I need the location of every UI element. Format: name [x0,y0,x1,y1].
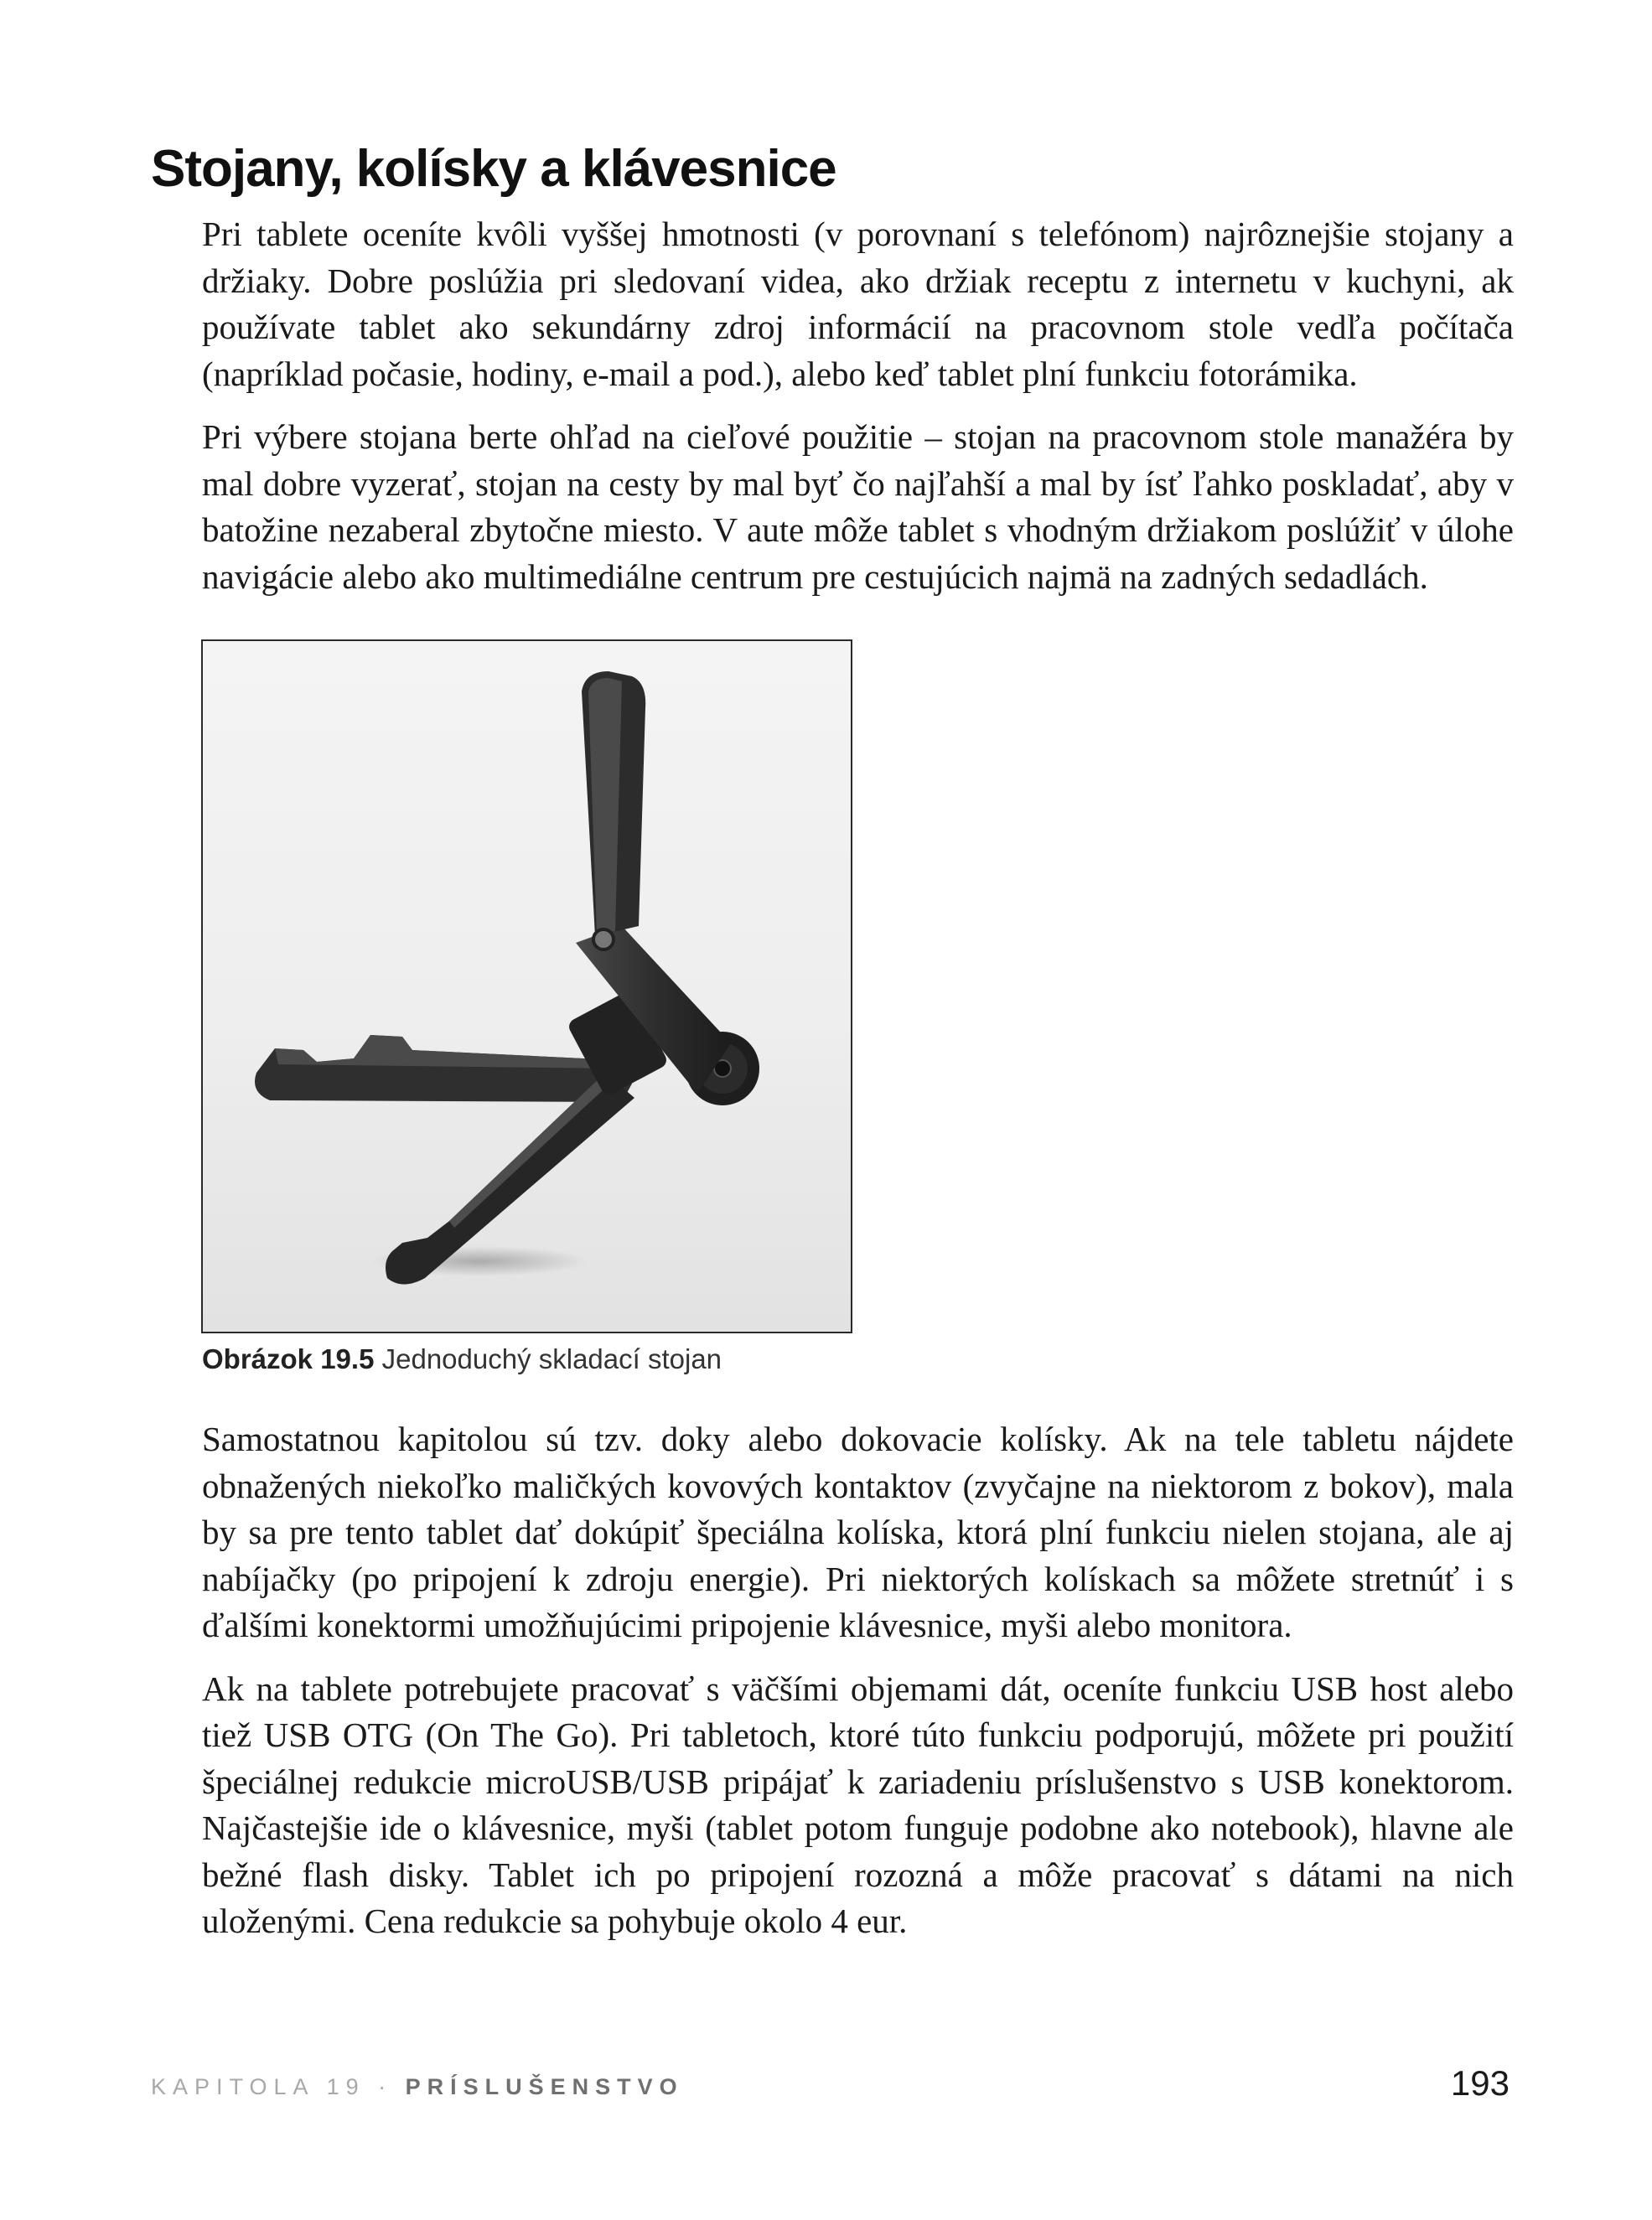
paragraph: Pri tablete oceníte kvôli vyššej hmotnosti (v porovnaní s telefónom) najrôznejšie stojany a držiaky. Dobre poslúžia pri sledovaní videa, ako držiak receptu z internetu v kuchyni, ak používate tablet ako sekundárny zdroj informácií na pracovnom stole vedľa počítača (napríklad počasie, hodiny, e-mail a pod.), alebo keď tablet plní funkciu fotorámika. [202,215,1514,393]
running-footer [151,2074,684,2100]
footer-section: PRÍSLUŠENSTVO [405,2074,684,2099]
figure-label: Obrázok 19.5 [202,1343,375,1374]
stand-upper-hinge [593,929,614,950]
figure-caption-text: Jednoduchý skladací stojan [381,1343,722,1374]
figure-caption [202,1341,722,1378]
figure-background [203,641,851,1332]
paragraph: Ak na tablete potrebujete pracovať s väčšími objemami dát, oceníte funkciu USB host alebo tiež USB OTG (On The Go). Pri tabletoch, ktoré túto funkciu podporujú, môžete pri použití špeciálnej redukcie microUSB/USB pripájať k zariadeniu príslušenstvo s USB konektorom. Najčastejšie ide o klávesnice, myši (tablet potom funguje podobne ako notebook), hlavne ale bežné flash disky. Tablet ich po pripojení rozozná a môže pracovať s dátami na nich uloženými. Cena redukcie sa pohybuje okolo 4 eur. [202,1669,1514,1940]
figure-image-frame [201,639,852,1333]
paragraph: Pri výbere stojana berte ohľad na cieľové použitie – stojan na pracovnom stole manažéra by mal dobre vyzerať, stojan na cesty by mal byť čo najľahší a mal by ísť ľahko poskladať, aby v batožine nezaberal zbytočne miesto. V aute môže tablet s vhodným držiakom poslúžiť v úlohe navigácie alebo ako multimediálne centrum pre cestujúcich najmä na zadných sedadlách. [202,417,1514,596]
footer-chapter: KAPITOLA 19 [151,2074,365,2099]
page-number: 193 [1450,2063,1510,2103]
paragraph: Samostatnou kapitolou sú tzv. doky alebo dokovacie kolísky. Ak na tele tabletu nájdete obnažených niekoľko maličkých kovových kontaktov (zvyčajne na niektorom z bokov), mala by sa pre tento tablet dať dokúpiť špeciálna kolíska, ktorá plní funkciu nielen stojana, ale aj nabíjačky (po pripojení k zdroju energie). Pri niektorých kolískach sa môžete stretnúť i s ďalšími konektormi umožňujúcimi pripojenie klávesnice, myši alebo monitora. [202,1420,1514,1644]
text-block-top [202,211,1514,617]
text-block-bottom [202,1416,1514,1962]
section-heading: Stojany, kolísky a klávesnice [151,140,836,198]
folding-stand-illustration [203,641,851,1332]
footer-separator: · [378,2074,393,2099]
